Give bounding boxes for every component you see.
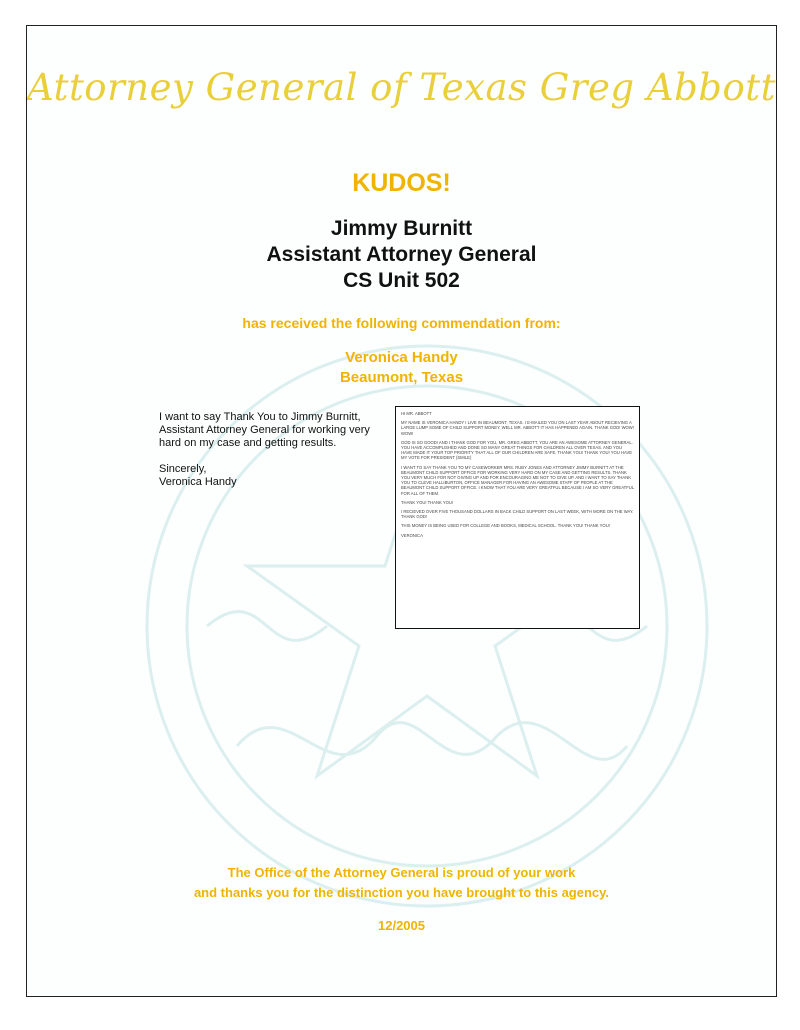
- letter-paragraph: THIS MONEY IS BEING USED FOR COLLEGE AND BOOKS, MEDICAL SCHOOL. THANK YOU! THANK YOU!: [401, 523, 610, 529]
- letter-paragraph: I RECIEVED OVER FIVE THOUSAND DOLLARS IN BACK CHILD SUPPORT ON LAST WEEK, WITH MORE ON THE WAY. THANK GOD!: [401, 509, 634, 520]
- certificate-frame: [26, 25, 777, 997]
- sender-location: Beaumont, Texas: [339, 369, 464, 386]
- message-signature: Veronica Handy: [159, 476, 237, 488]
- sender-name: Veronica Handy: [345, 349, 458, 366]
- letter-paragraph: I WANT TO SAY THANK YOU TO MY CASEWORKER MRS. RUBY JONES AND ATTORNEY JIMMY BURNITT AT THE BEAUMONT CHILD SUPPORT OFFICE FOR WORKING VERY HARD ON MY CASE AND GETTING RESULTS. THANK YOU VERY MUCH FOR NOT GIVING UP AND FOR ENCOURAGING ME NOT TO GIVE UP. AND I WANT TO SAY THANK YOU TO CLEVE HALLIBURTON, OFFICE MANAGER FOR HAVING AN AWESOME STAFF OF PEOPLE AT THE BEAUMONT CHILD SUPPORT OFFICE. I KNOW THAT YOU ARE VERY GREATFUL BECAUSE I AM SO VERY GREATFUL FOR ALL OF THEM.: [401, 464, 634, 496]
- recipient-unit: CS Unit 502: [343, 269, 460, 292]
- commendation-message: [159, 411, 394, 489]
- kudos-heading: KUDOS!: [352, 169, 451, 197]
- recipient-title: Assistant Attorney General: [266, 243, 537, 266]
- received-line: has received the following commendation from:: [242, 315, 561, 331]
- letter-paragraph: MY NAME IS VERONICA HANDY I LIVE IN BEAUMONT, TEXAS. I E-MAILED YOU ON LAST YEAR ABOUT RECIEVING A LARGE LUMP SOME OF CHILD SUPPORT MONEY. WELL MR. ABBOTT IT HAS HAPPENED AGAIN. THANK GOD! WOW! WOW!: [401, 420, 634, 436]
- letter-excerpt: [395, 406, 640, 629]
- certificate-date: 12/2005: [378, 918, 425, 933]
- letter-paragraph: GOD IS SO GOOD! AND I THANK GOD FOR YOU, MR. GREG ABBOTT. YOU ARE AN AWESOME ATTORNEY GENERAL. YOU HAVE ACCOMPLISHED AND DONE SO MANY GREAT THINGS FOR CHILDREN ALL OVER TEXAS. AND YOU HAVE MADE IT YOUR TOP PRIORITY THAT ALL OF OUR CHILDREN ARE SAFE. THANK YOU! THANK YOU! YOU HAVE MY VOTE FOR PRESIDENT (SMILE): [401, 439, 633, 461]
- letter-paragraph: THANK YOU! THANK YOU!: [401, 499, 454, 505]
- header-title: Attorney General of Texas Greg Abbott: [27, 66, 776, 109]
- letter-paragraph: HI MR. ABBOTT: [401, 411, 432, 416]
- recipient-block: [27, 216, 776, 294]
- message-closing: Sincerely,: [159, 463, 207, 475]
- message-body: I want to say Thank You to Jimmy Burnitt, Assistant Attorney General for working very hard on my case and getting results.: [159, 411, 370, 449]
- footer-statement: [27, 863, 776, 903]
- footer-line-2: and thanks you for the distinction you have brought to this agency.: [193, 885, 610, 900]
- letter-signature: VERONICA: [401, 532, 423, 538]
- sender-block: [27, 348, 776, 388]
- footer-line-1: The Office of the Attorney General is proud of your work: [227, 865, 576, 880]
- recipient-name: Jimmy Burnitt: [330, 217, 473, 240]
